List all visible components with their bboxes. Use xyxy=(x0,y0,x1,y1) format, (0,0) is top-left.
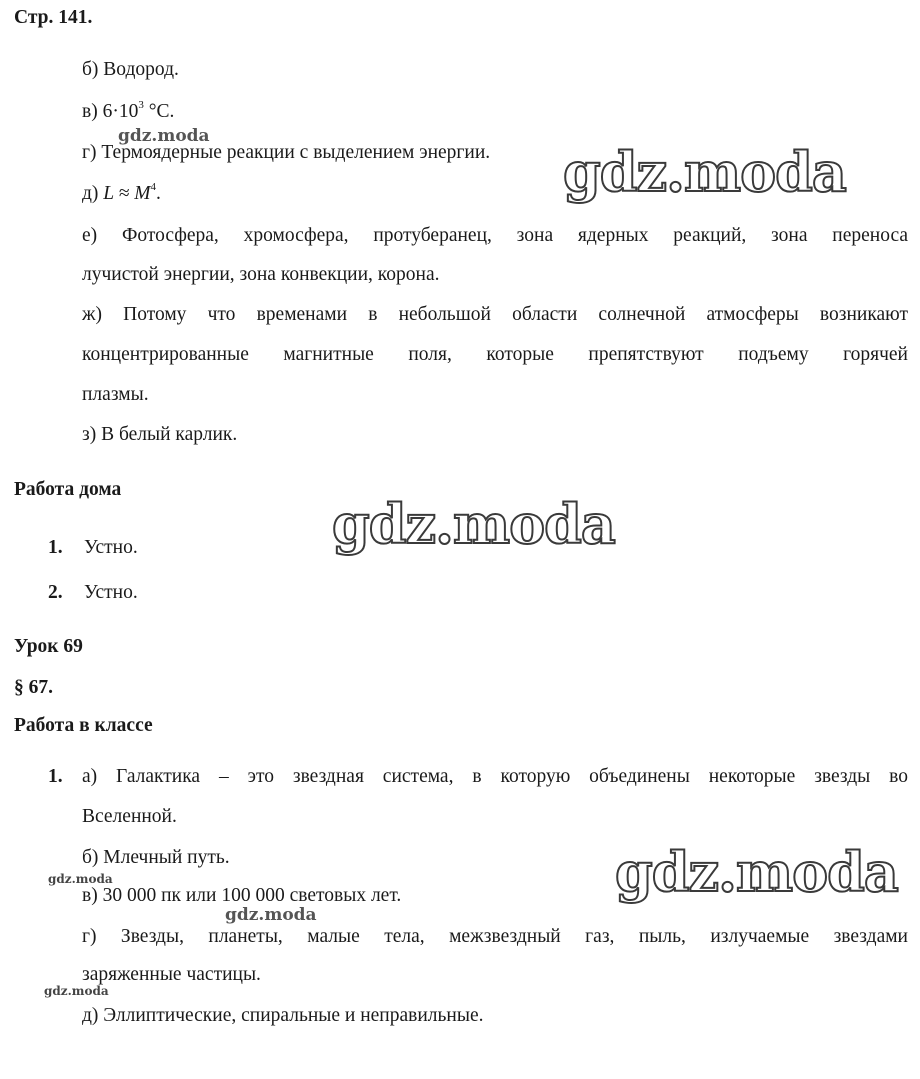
watermark: gdz.moda xyxy=(615,840,898,904)
answer-zh-line3: плазмы. xyxy=(82,384,149,405)
answer-z: з) В белый карлик. xyxy=(82,424,238,445)
watermark: gdz.moda xyxy=(225,905,317,925)
watermark: gdz.moda xyxy=(48,872,113,886)
section-heading: § 67. xyxy=(14,677,53,698)
answer-e-line2: лучистой энергии, зона конвекции, корона. xyxy=(82,264,440,285)
answer-g2-line1: г) Звезды, планеты, малые тела, межзвездный газ, пыль, излучаемые звездами xyxy=(82,926,908,947)
answer-e-line1: е) Фотосфера, хромосфера, протуберанец, зона ядерных реакций, зона переноса xyxy=(82,225,908,246)
lesson-heading: Урок 69 xyxy=(14,636,83,657)
homework-item-2: Устно. xyxy=(84,582,138,603)
answer-b2: б) Млечный путь. xyxy=(82,847,230,868)
answer-d2: д) Эллиптические, спиральные и неправильные. xyxy=(82,1005,484,1026)
classwork-heading: Работа в классе xyxy=(14,715,153,736)
watermark: gdz.moda xyxy=(563,140,846,204)
answer-v2: в) 30 000 пк или 100 000 световых лет. xyxy=(82,885,402,906)
answer-a-line2: Вселенной. xyxy=(82,806,177,827)
page-number: Стр. 141. xyxy=(14,7,93,28)
answer-zh-line2: концентрированные магнитные поля, которые препятствуют подъему горячей xyxy=(82,344,908,365)
answer-g2-line2: заряженные частицы. xyxy=(82,964,261,985)
answer-zh-line1: ж) Потому что временами в небольшой области солнечной атмосферы возникают xyxy=(82,304,908,325)
watermark: gdz.moda xyxy=(44,984,109,998)
watermark: gdz.moda xyxy=(332,492,615,556)
answer-v: в) $6\cdot 10^3$ °C. xyxy=(82,99,175,122)
homework-item-1-number: 1. xyxy=(48,537,63,558)
answer-b: б) Водород. xyxy=(82,59,179,80)
homework-item-1: Устно. xyxy=(84,537,138,558)
answer-g: г) Термоядерные реакции с выделением энергии. xyxy=(82,142,491,163)
watermark: gdz.moda xyxy=(118,126,210,146)
homework-item-2-number: 2. xyxy=(48,582,63,603)
answer-d: д) $L \approx M^4$. xyxy=(82,181,161,204)
classwork-item-1-number: 1. xyxy=(48,766,63,787)
answer-a-line1: а) Галактика – это звездная система, в которую объединены некоторые звезды во xyxy=(82,766,908,787)
homework-heading: Работа дома xyxy=(14,479,122,500)
